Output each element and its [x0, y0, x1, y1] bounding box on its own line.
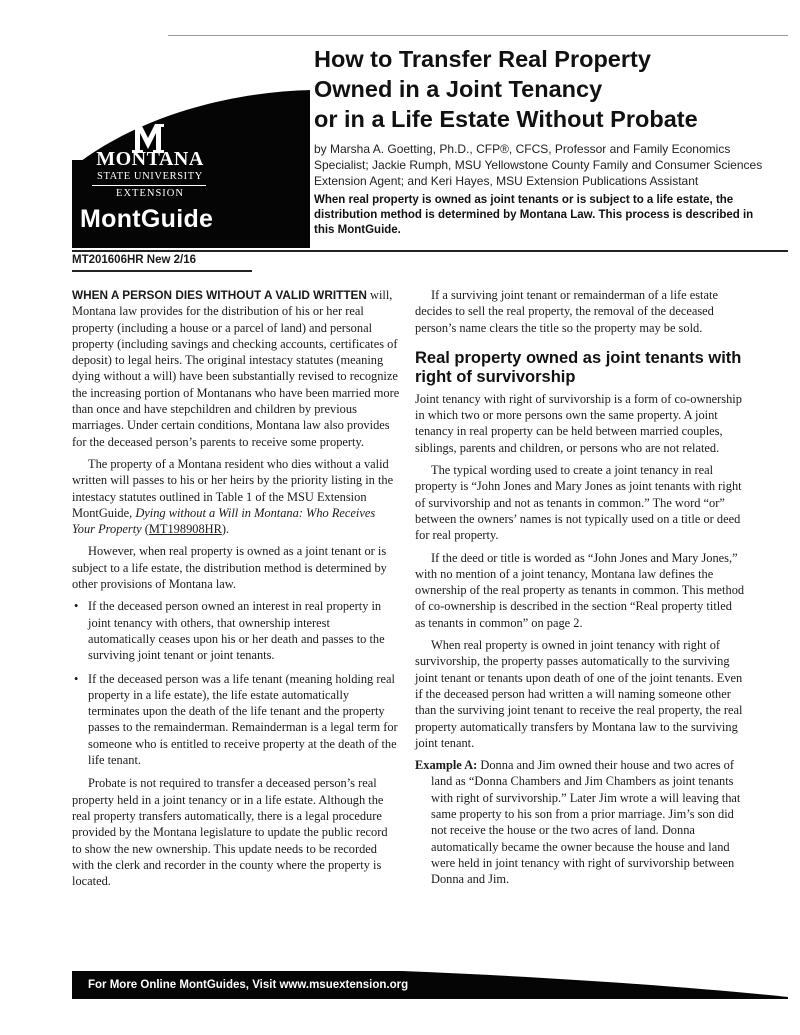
publication-code: MT201606HR New 2/16: [72, 254, 197, 266]
example-label: Example A:: [415, 758, 478, 773]
title-line: or in a Life Estate Without Probate: [314, 106, 698, 132]
paragraph: The typical wording used to create a joint tenancy in real property is “John Jones and Mary Jones as joint tenants with right of survivorship and not as tenants in common.” The word “or” between the owners’ names is not typically used on a title or deed for real property.: [415, 463, 742, 543]
paragraph-text: ).: [221, 522, 230, 537]
title-line: How to Transfer Real Property: [314, 46, 651, 72]
list-item: • If the deceased person owned an interest in real property in joint tenancy with others, that ownership interest automatically ceases upon his or her death and passes to the surviving joint tenant or joint tenants.: [72, 598, 400, 663]
pubcode-rule: [72, 270, 252, 272]
lede: When real property is owned as joint tenants or is subject to a life estate, the distribution method is determined by Montana Law. This process is described in this MontGuide.: [314, 194, 754, 236]
paragraph: Joint tenancy with right of survivorship is a form of co-ownership in which two or more persons own the same property. A joint tenancy in real property can be held between married couples, siblings, parents and children, or persons who are not related.: [415, 391, 742, 455]
bullet-list: [72, 598, 400, 768]
run-in-heading: WHEN A PERSON DIES WITHOUT A VALID WRITTEN: [72, 288, 367, 302]
right-column: [415, 287, 745, 894]
paragraph: If the deed or title is worded as “John Jones and Mary Jones,” with no mention of a joint tenancy, Montana law defines the ownership of the real property as tenants in common. This method of co-ownership is described in the section “Real property titled as tenants in common” on page 2.: [415, 550, 745, 630]
paragraph: [72, 287, 400, 450]
section-heading: Real property owned as joint tenants with right of survivorship: [415, 348, 742, 386]
logo-rule: [92, 185, 206, 186]
paragraph: When real property is owned in joint tenancy with right of survivorship, the property passes automatically to the surviving joint tenant or tenants upon death of one of the joint tenants. Even if the deceased person had written a will naming someone other than the surviving joint tenant to receive the real property, the real property automatically transfers by Montana law to the surviving joint tenant.: [415, 638, 743, 750]
paragraph-text: The property of a Montana resident who dies without a valid written will passes to his or her heirs by the priority listing in the intestacy statutes outlined in Table 1 of the MSU Extension MontGuide,: [72, 456, 394, 520]
logo-extension: EXTENSION: [116, 188, 184, 199]
paragraph: However, when real property is owned as a joint tenant or is subject to a life estate, the distribution method is determined by other provisions of Montana law.: [72, 544, 387, 592]
page-title: [314, 44, 774, 134]
title-line: Owned in a Joint Tenancy: [314, 76, 603, 102]
series-name: MontGuide: [80, 205, 214, 233]
left-column: [72, 287, 400, 895]
footer-link[interactable]: For More Online MontGuides, Visit www.msuextension.org: [88, 979, 409, 991]
top-rule: [168, 35, 788, 36]
publication-title: Dying without a Will in Montana: Who Receives Your Property: [72, 505, 376, 537]
publication-link[interactable]: MT198908HR: [148, 522, 222, 537]
paragraph-text: will, Montana law provides for the distribution of his or her real property (including a house or a parcel of land) and personal property (including savings and checking accounts, certificates of deposit) to legal heirs. The original intestacy statutes (meaning dying without a will) have been substantially revised to recognize the increasing portion of Montanans who have been married more than once and have stepchildren and children by previous marriages. Under certain conditions, Montana law also provides for the deceased person’s parents to receive some property.: [72, 288, 400, 449]
paragraph: [72, 456, 400, 537]
example-text: Donna and Jim owned their house and two acres of land as “Donna Chambers and Jim Chambers as joint tenants with right of survivorship.” Later Jim wrote a will leaving that same property to his son from a prior marriage. Jim’s son did not receive the house or the two acres of land. Donna automatically became the owner because the house and land were held in joint tenancy with right of survivorship between Donna and Jim.: [431, 758, 741, 887]
header-rule: [72, 250, 788, 252]
paragraph: If a surviving joint tenant or remainderman of a life estate decides to sell the real property, the removal of the deceased person’s name clears the title so the property may be sold.: [415, 288, 718, 335]
footer-bar: [72, 971, 788, 999]
list-item: • If the deceased person was a life tenant (meaning holding real property in a life estate), the life estate automatically terminates upon the death of the life tenant and the property passes to the remainderman. Remainderman is a legal term for someone who is entitled to receive property at the death of the life tenant.: [72, 671, 400, 769]
logo-montana: MONTANA: [96, 148, 204, 170]
paragraph: Probate is not required to transfer a deceased person’s real property held in a joint tenancy or in a life estate. Although the real property transfers automatically, there is a legal procedure provided by the Montana legislature to update the public record to show the new ownership. This update needs to be recorded with the clerk and recorder in the county where the property is located.: [72, 776, 388, 889]
authors: by Marsha A. Goetting, Ph.D., CFP®, CFCS, Professor and Family Economics Specialist; Jackie Rumph, MSU Yellowstone County Family and Consumer Sciences Extension Agent; and Keri Hayes, MSU Extension Publications Assistant: [314, 142, 763, 188]
example-a: [415, 757, 745, 887]
logo-curve-mask: [72, 40, 312, 160]
masthead: [0, 0, 800, 270]
paragraph-text: (: [141, 522, 149, 537]
logo-state-university: STATE UNIVERSITY: [97, 171, 203, 182]
